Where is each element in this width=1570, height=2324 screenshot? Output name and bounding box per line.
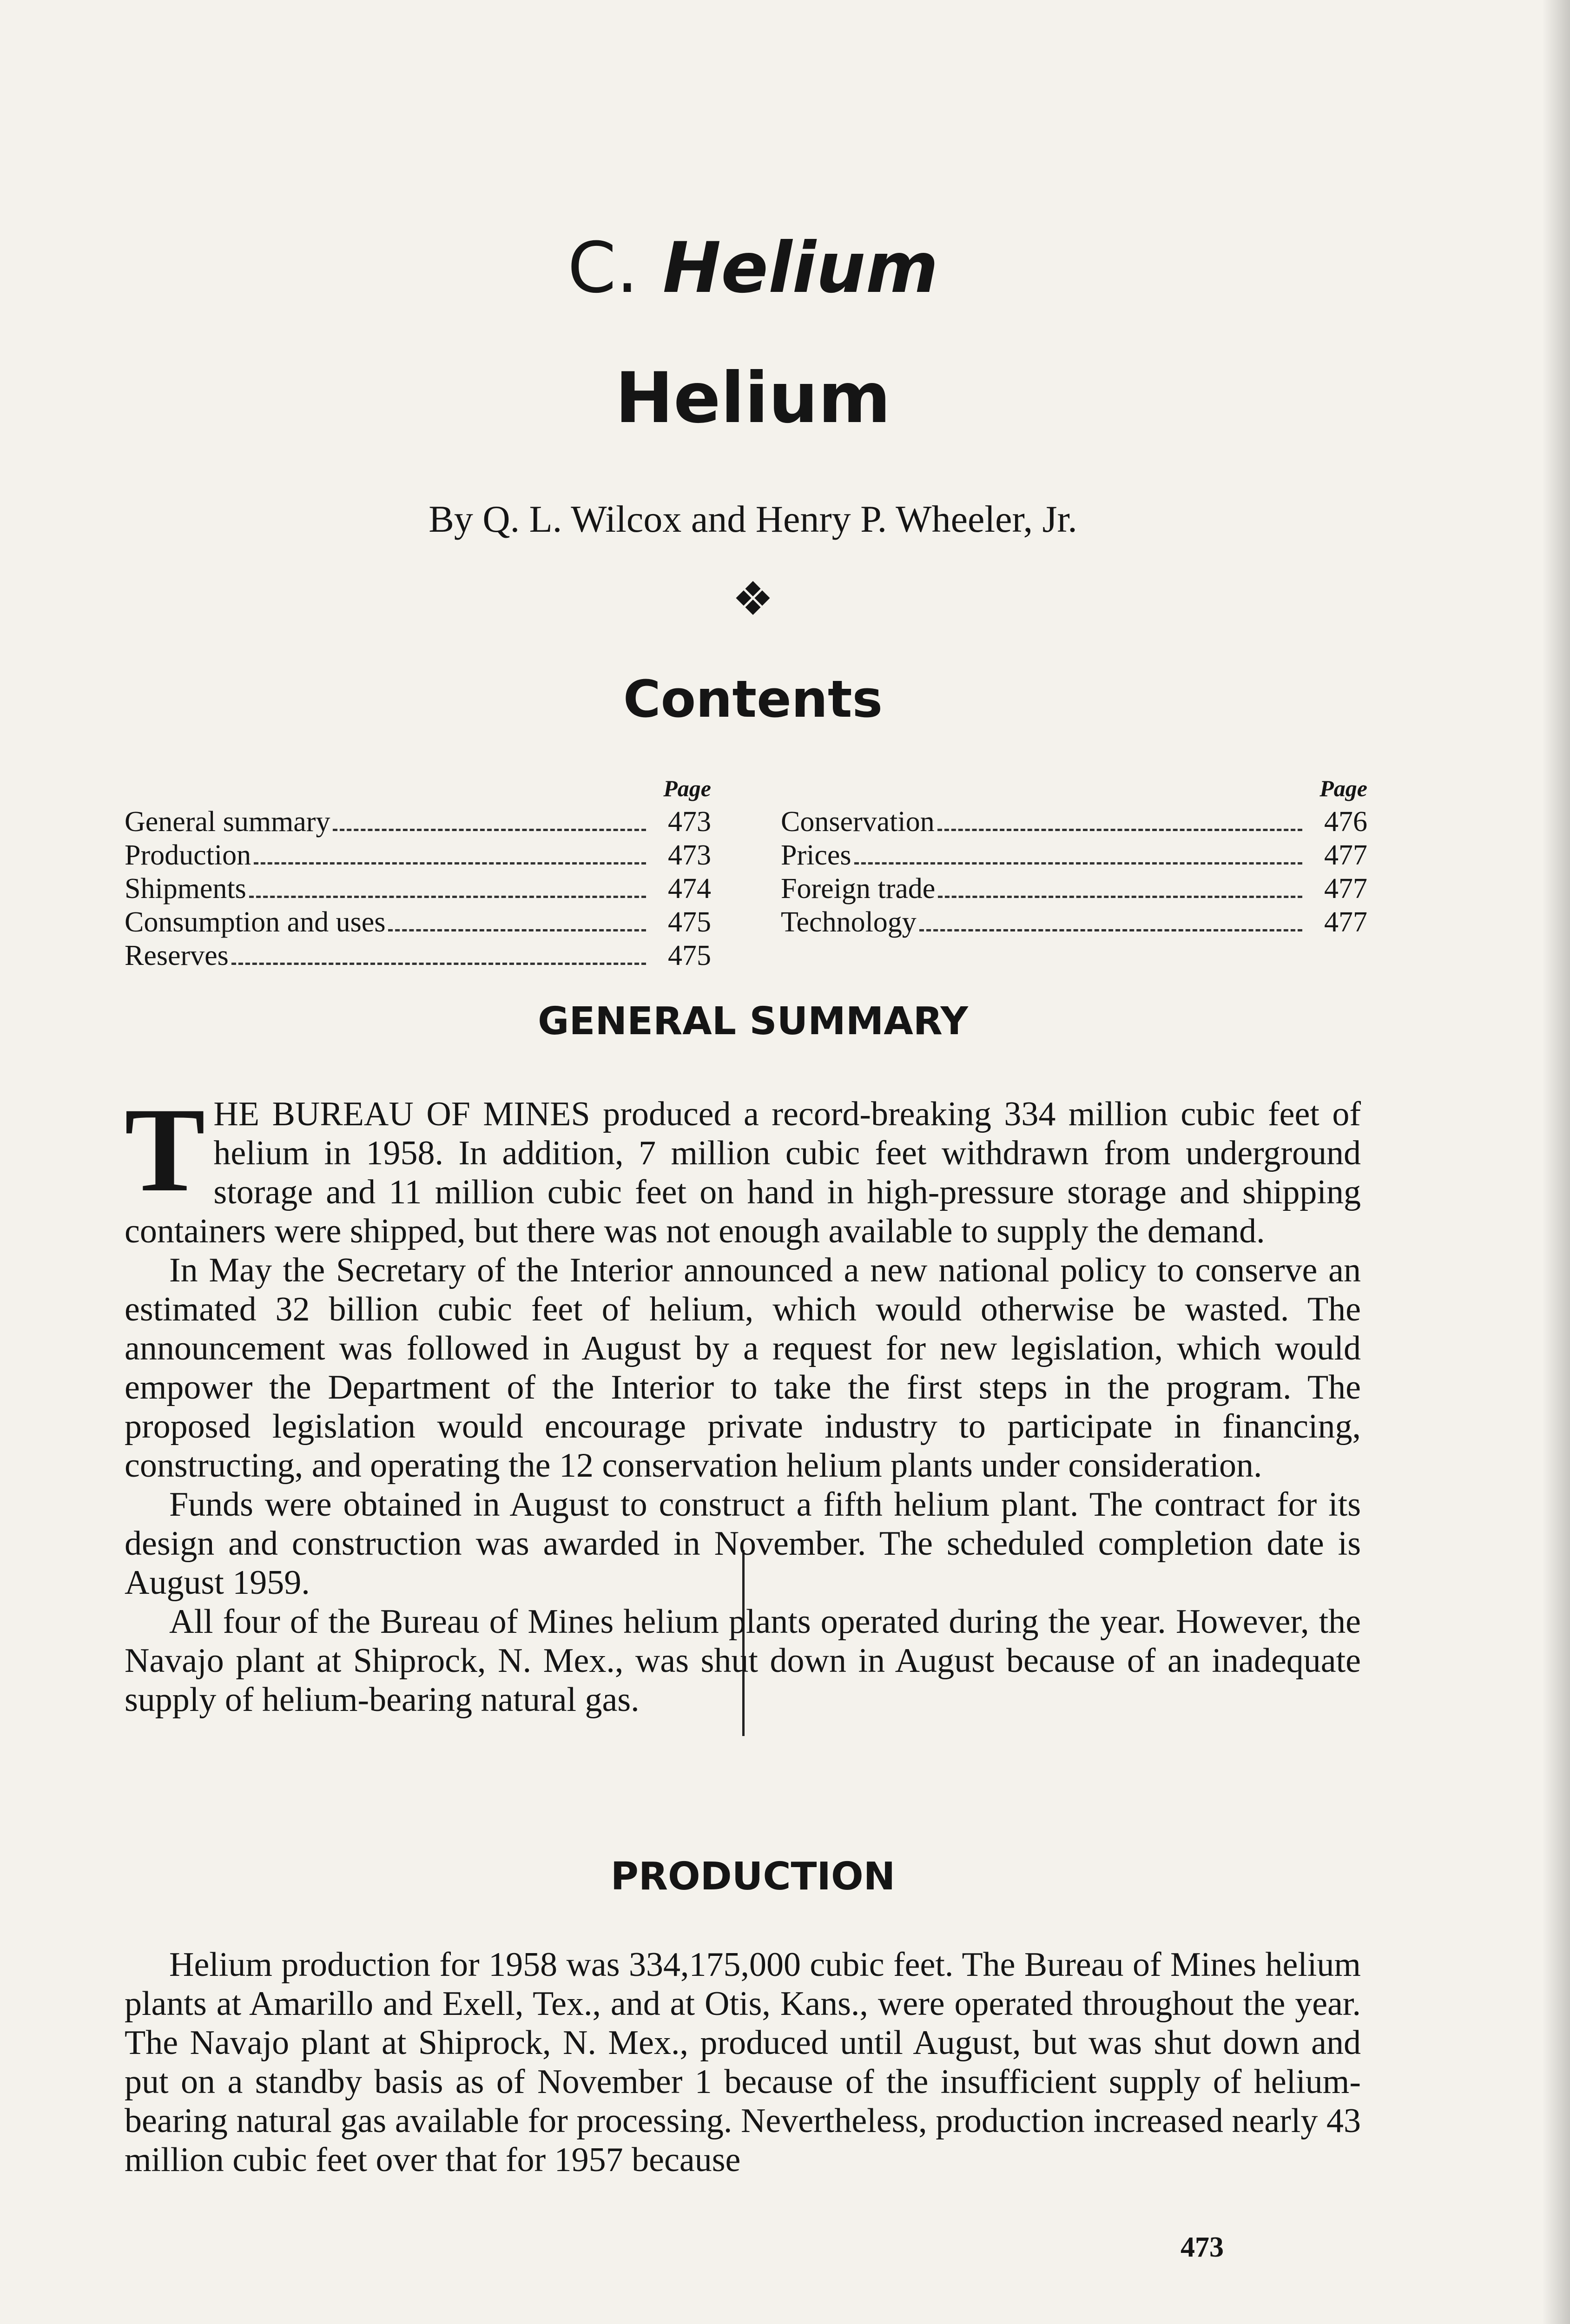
chapter-word: Helium (662, 228, 938, 309)
toc-entry-page: 474 (668, 873, 711, 905)
paragraph: In May the Secretary of the Interior announced a new national policy to conserve an estimated 32 billion cubic feet of helium, which would otherwise be wasted. The announcement was followed in August by a request for new legislation, which would empower the Department of the Interior to take the first steps in the program. The proposed legislation would encourage private industry to participate in financing, constructing, and operating the 12 conservation helium plants under consideration. (125, 1251, 1361, 1485)
scan-edge-shadow (1542, 0, 1570, 2324)
ornament-icon: ❖ (732, 574, 774, 625)
toc-entry (125, 805, 711, 838)
toc-entry-page: 475 (668, 940, 711, 971)
paragraph: Funds were obtained in August to construct a fifth helium plant. The contract for its design and construction was awarded in November. The scheduled completion date is August 1959. (125, 1486, 1361, 1602)
general-summary-body (125, 1083, 1361, 1719)
toc-entry (781, 905, 1367, 939)
toc-entry-label: Foreign trade (781, 873, 936, 905)
toc-entry-label: Technology (781, 906, 917, 938)
chapter-title (0, 228, 1506, 309)
leader-dots (231, 963, 646, 965)
chapter-letter: C. (567, 228, 639, 309)
leader-dots (919, 929, 1302, 931)
toc-entry-page: 473 (668, 806, 711, 838)
toc-entry (781, 872, 1367, 905)
general-summary-heading: GENERAL SUMMARY (538, 999, 968, 1043)
leader-dots (937, 829, 1302, 831)
toc-page-label: Page (1319, 775, 1367, 801)
toc-entry-label: Reserves (125, 940, 229, 971)
paragraph (125, 1083, 1361, 1251)
toc-entry-label: Shipments (125, 873, 246, 905)
toc-entry-label: Consumption and uses (125, 906, 386, 938)
toc-left-column (125, 772, 711, 972)
toc-entry (125, 905, 711, 939)
toc-entry (125, 939, 711, 972)
toc-entry (781, 805, 1367, 838)
toc-entry-label: General summary (125, 806, 330, 838)
page-number: 473 (1181, 2232, 1224, 2263)
leader-dots (938, 896, 1302, 898)
toc-page-label: Page (663, 775, 711, 801)
leader-dots (388, 929, 646, 931)
toc-entry-page: 477 (1324, 873, 1367, 905)
paragraph: All four of the Bureau of Mines helium plants operated during the year. However, the Navajo plant at Shiprock, N. Mex., was shut down in August because of an inadequate supply of helium-bearing natural gas. (125, 1603, 1361, 1719)
toc-entry-page: 475 (668, 906, 711, 938)
toc-entry-label: Prices (781, 839, 851, 871)
toc-entry-page: 473 (668, 839, 711, 871)
drop-cap: T (125, 1083, 205, 1217)
contents-heading: Contents (623, 669, 883, 729)
paragraph: Helium production for 1958 was 334,175,000 cubic feet. The Bureau of Mines helium plants at Amarillo and Exell, Tex., and at Otis, Kans., were operated throughout the year. The Navajo plant at Shiprock, N. Mex., produced until August, but was shut down and put on a standby basis as of November 1 because of the insufficient supply of helium-bearing natural gas available for processing. Nevertheless, production increased nearly 43 million cubic feet over that for 1957 because (125, 1946, 1361, 2179)
toc-entry (125, 838, 711, 872)
toc-entry-page: 476 (1324, 806, 1367, 838)
toc-entry (125, 872, 711, 905)
toc-entry-label: Conservation (781, 806, 935, 838)
leader-dots (249, 896, 646, 898)
byline: By Q. L. Wilcox and Henry P. Wheeler, Jr. (429, 498, 1077, 540)
toc-entry (781, 838, 1367, 872)
leader-dots (333, 829, 646, 831)
paragraph-text: HE BUREAU OF MINES produced a record-breaking 334 million cubic feet of helium in 1958. In addition, 7 million cubic feet withdrawn from underground storage and 11 million cubic feet on hand in high-pressure storage and shipping containers were shipped, but there was not enough available to supply the demand. (125, 1095, 1361, 1250)
toc-entry-page: 477 (1324, 906, 1367, 938)
toc-right-column (781, 772, 1367, 939)
production-heading: PRODUCTION (610, 1855, 896, 1899)
leader-dots (254, 862, 646, 865)
toc-entry-page: 477 (1324, 839, 1367, 871)
article-title: Helium (615, 358, 891, 439)
production-body (125, 1945, 1361, 2179)
toc-entry-label: Production (125, 839, 251, 871)
leader-dots (854, 862, 1302, 865)
